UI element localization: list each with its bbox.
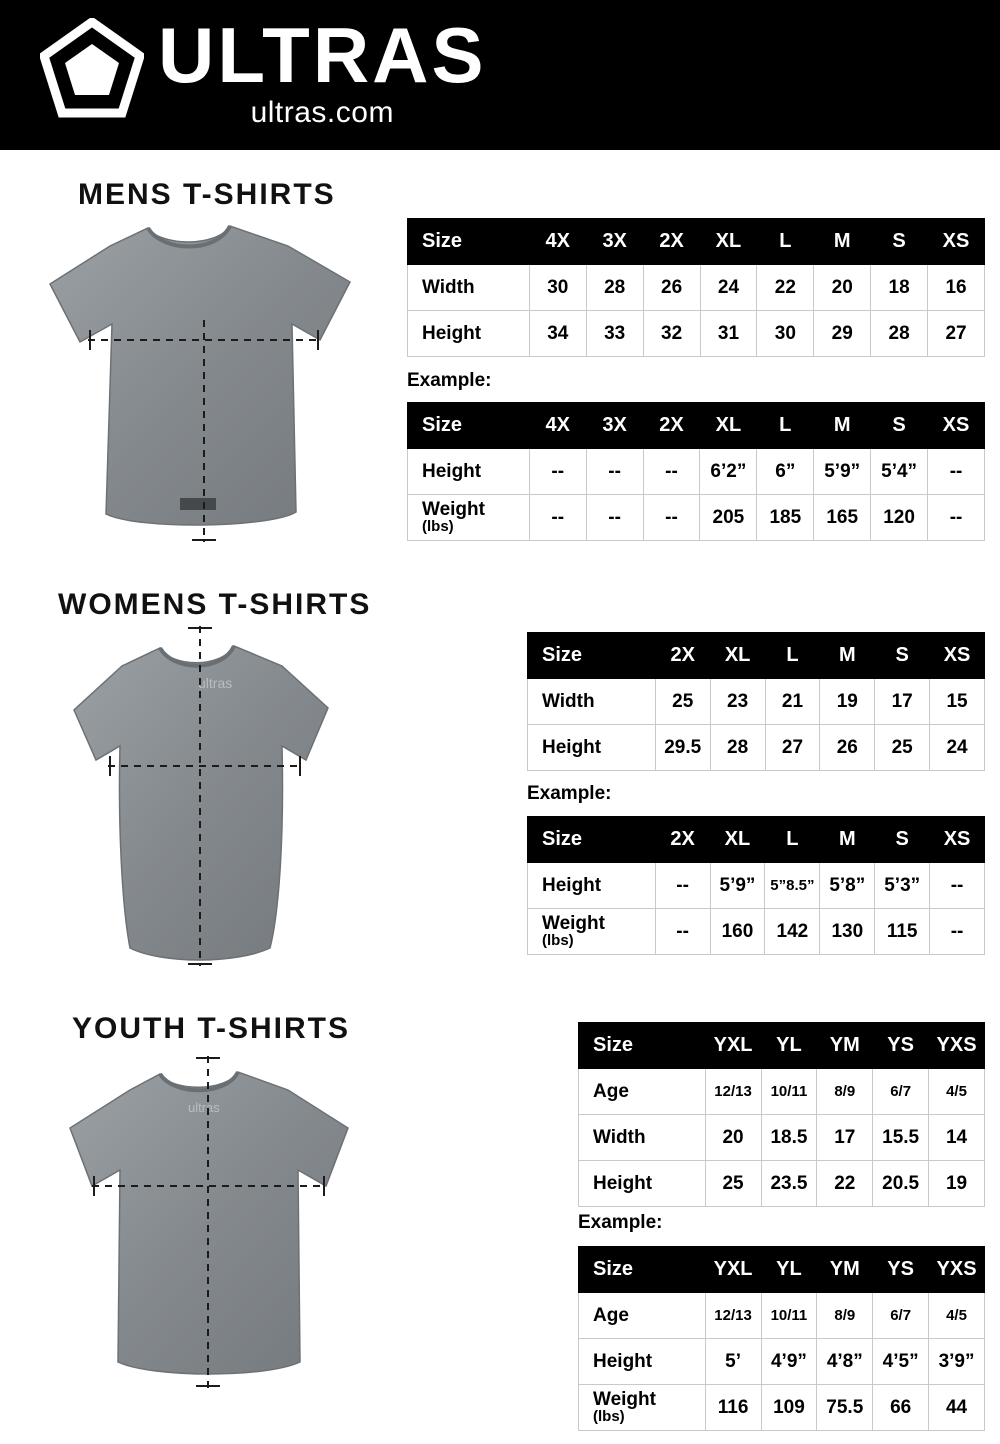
row-label-main: Weight — [422, 499, 485, 520]
col-header: Size — [579, 1247, 706, 1293]
col-header: L — [757, 403, 814, 449]
cell: 31 — [700, 311, 757, 357]
cell: 29.5 — [655, 725, 710, 771]
cell: 28 — [586, 265, 643, 311]
cell: -- — [529, 449, 586, 495]
table-row — [579, 1385, 985, 1431]
table-row — [408, 495, 985, 541]
col-header: Size — [528, 817, 656, 863]
row-label: Height — [579, 1339, 706, 1385]
row-label: Age — [579, 1293, 706, 1339]
cell: 17 — [817, 1115, 873, 1161]
cell: -- — [928, 495, 985, 541]
cell: 26 — [820, 725, 875, 771]
cell: 23.5 — [761, 1161, 817, 1207]
cell: 12/13 — [705, 1293, 761, 1339]
cell: 30 — [529, 265, 586, 311]
mens-example-table — [407, 402, 985, 541]
table-row — [579, 1115, 985, 1161]
col-header: M — [814, 403, 871, 449]
col-header: M — [820, 633, 875, 679]
col-header: 3X — [586, 219, 643, 265]
col-header: 4X — [529, 403, 586, 449]
cell: 19 — [929, 1161, 985, 1207]
cell: -- — [655, 909, 710, 955]
youth-tshirt-illustration — [30, 1040, 380, 1410]
table-header-row — [579, 1023, 985, 1069]
cell: 25 — [705, 1161, 761, 1207]
cell: 6/7 — [873, 1069, 929, 1115]
col-header: Size — [408, 219, 530, 265]
brand-lockup — [40, 11, 487, 129]
cell: 5’9” — [710, 863, 765, 909]
row-label: Height — [408, 449, 530, 495]
table-row — [528, 909, 985, 955]
cell: 4’8” — [817, 1339, 873, 1385]
cell: 26 — [643, 265, 700, 311]
row-label: Height — [408, 311, 530, 357]
cell: 4’9” — [761, 1339, 817, 1385]
col-header: XS — [928, 219, 985, 265]
cell: 14 — [929, 1115, 985, 1161]
table-header-row — [528, 817, 985, 863]
cell: 8/9 — [817, 1293, 873, 1339]
cell: 44 — [929, 1385, 985, 1431]
col-header: YM — [817, 1023, 873, 1069]
cell: 10/11 — [761, 1069, 817, 1115]
cell: 205 — [700, 495, 757, 541]
table-row — [408, 449, 985, 495]
col-header: XL — [710, 817, 765, 863]
col-header: 4X — [529, 219, 586, 265]
cell: 34 — [529, 311, 586, 357]
row-label-unit: (lbs) — [593, 1408, 625, 1425]
cell: 6/7 — [873, 1293, 929, 1339]
cell: 30 — [757, 311, 814, 357]
col-header: YXL — [705, 1023, 761, 1069]
table-row — [408, 311, 985, 357]
page-header — [0, 0, 1000, 150]
table-header-row — [528, 633, 985, 679]
col-header: YXS — [929, 1247, 985, 1293]
womens-example-label: Example: — [527, 783, 612, 804]
table-row — [579, 1161, 985, 1207]
col-header: XL — [700, 219, 757, 265]
col-header: S — [875, 633, 930, 679]
row-label: Height — [528, 725, 656, 771]
section-title-womens: WOMENS T-SHIRTS — [58, 588, 372, 621]
cell: 32 — [643, 311, 700, 357]
table-row — [528, 863, 985, 909]
section-title-youth: YOUTH T-SHIRTS — [72, 1012, 351, 1045]
cell: 5”8.5” — [765, 863, 820, 909]
cell: 25 — [875, 725, 930, 771]
row-label — [528, 909, 656, 955]
cell: 115 — [875, 909, 930, 955]
row-label: Width — [408, 265, 530, 311]
col-header: 2X — [643, 219, 700, 265]
section-title-mens: MENS T-SHIRTS — [78, 178, 336, 211]
cell: 6” — [757, 449, 814, 495]
womens-size-table — [527, 632, 985, 771]
col-header: Size — [528, 633, 656, 679]
col-header: Size — [408, 403, 530, 449]
table-row — [528, 679, 985, 725]
col-header: S — [871, 403, 928, 449]
cell: 15 — [930, 679, 985, 725]
cell: 22 — [817, 1161, 873, 1207]
col-header: M — [820, 817, 875, 863]
cell: 5’3” — [875, 863, 930, 909]
cell: -- — [529, 495, 586, 541]
col-header: 2X — [655, 817, 710, 863]
cell: -- — [930, 863, 985, 909]
cell: 165 — [814, 495, 871, 541]
col-header: 2X — [643, 403, 700, 449]
svg-text:ultras: ultras — [188, 1100, 220, 1115]
cell: 75.5 — [817, 1385, 873, 1431]
col-header: S — [875, 817, 930, 863]
row-label: Height — [579, 1161, 706, 1207]
col-header: YL — [761, 1023, 817, 1069]
mens-size-table-head — [408, 219, 985, 265]
cell: -- — [586, 449, 643, 495]
table-row — [579, 1339, 985, 1385]
cell: 27 — [928, 311, 985, 357]
cell: 160 — [710, 909, 765, 955]
youth-example-table — [578, 1246, 985, 1431]
cell: 20 — [814, 265, 871, 311]
cell: 33 — [586, 311, 643, 357]
col-header: XS — [928, 403, 985, 449]
row-label: Width — [528, 679, 656, 725]
cell: 3’9” — [929, 1339, 985, 1385]
col-header: YM — [817, 1247, 873, 1293]
brand-text-block — [158, 11, 487, 129]
cell: 5’4” — [871, 449, 928, 495]
col-header: YXS — [929, 1023, 985, 1069]
cell: 18.5 — [761, 1115, 817, 1161]
cell: -- — [643, 495, 700, 541]
cell: 20 — [705, 1115, 761, 1161]
cell: 130 — [820, 909, 875, 955]
cell: -- — [655, 863, 710, 909]
col-header: S — [871, 219, 928, 265]
table-row — [579, 1293, 985, 1339]
col-header: L — [765, 633, 820, 679]
svg-text:ultras: ultras — [198, 675, 233, 691]
table-row — [408, 265, 985, 311]
youth-size-table — [578, 1022, 985, 1207]
col-header: L — [757, 219, 814, 265]
cell: 24 — [930, 725, 985, 771]
row-label: Width — [579, 1115, 706, 1161]
col-header: M — [814, 219, 871, 265]
col-header: Size — [579, 1023, 706, 1069]
col-header: 3X — [586, 403, 643, 449]
table-row — [579, 1069, 985, 1115]
table-header-row — [579, 1247, 985, 1293]
cell: 12/13 — [705, 1069, 761, 1115]
mens-size-table — [407, 218, 985, 357]
cell: 19 — [820, 679, 875, 725]
cell: 15.5 — [873, 1115, 929, 1161]
row-label-main: Weight — [542, 913, 605, 934]
table-row — [528, 725, 985, 771]
cell: 5’9” — [814, 449, 871, 495]
col-header: L — [765, 817, 820, 863]
cell: 5’8” — [820, 863, 875, 909]
cell: 18 — [871, 265, 928, 311]
womens-tshirt-illustration — [30, 618, 380, 988]
cell: -- — [643, 449, 700, 495]
cell: 17 — [875, 679, 930, 725]
cell: 21 — [765, 679, 820, 725]
cell: 8/9 — [817, 1069, 873, 1115]
cell: 142 — [765, 909, 820, 955]
col-header: YS — [873, 1247, 929, 1293]
womens-example-table — [527, 816, 985, 955]
mens-example-label: Example: — [407, 370, 492, 391]
cell: 23 — [710, 679, 765, 725]
brand-domain: ultras.com — [250, 96, 394, 129]
cell: -- — [930, 909, 985, 955]
col-header: XL — [700, 403, 757, 449]
cell: 16 — [928, 265, 985, 311]
cell: 10/11 — [761, 1293, 817, 1339]
cell: -- — [586, 495, 643, 541]
cell: 28 — [871, 311, 928, 357]
youth-example-label: Example: — [578, 1212, 663, 1233]
cell: 28 — [710, 725, 765, 771]
cell: 4/5 — [929, 1293, 985, 1339]
cell: 22 — [757, 265, 814, 311]
cell: 4’5” — [873, 1339, 929, 1385]
row-label-main: Weight — [593, 1389, 656, 1410]
col-header: XS — [930, 817, 985, 863]
pentagon-logo-icon — [40, 18, 144, 122]
cell: -- — [928, 449, 985, 495]
cell: 20.5 — [873, 1161, 929, 1207]
cell: 185 — [757, 495, 814, 541]
cell: 29 — [814, 311, 871, 357]
cell: 120 — [871, 495, 928, 541]
table-header-row — [408, 403, 985, 449]
col-header: XL — [710, 633, 765, 679]
cell: 5’ — [705, 1339, 761, 1385]
row-label-unit: (lbs) — [422, 518, 454, 535]
table-header-row — [408, 219, 985, 265]
row-label: Height — [528, 863, 656, 909]
row-label-unit: (lbs) — [542, 932, 574, 949]
cell: 24 — [700, 265, 757, 311]
cell: 6’2” — [700, 449, 757, 495]
col-header: YL — [761, 1247, 817, 1293]
row-label — [579, 1385, 706, 1431]
col-header: XS — [930, 633, 985, 679]
row-label — [408, 495, 530, 541]
cell: 116 — [705, 1385, 761, 1431]
brand-title: ULTRAS — [158, 11, 487, 99]
col-header: YS — [873, 1023, 929, 1069]
cell: 27 — [765, 725, 820, 771]
col-header: YXL — [705, 1247, 761, 1293]
cell: 25 — [655, 679, 710, 725]
cell: 4/5 — [929, 1069, 985, 1115]
row-label: Age — [579, 1069, 706, 1115]
cell: 109 — [761, 1385, 817, 1431]
col-header: 2X — [655, 633, 710, 679]
mens-tshirt-illustration — [20, 212, 390, 562]
cell: 66 — [873, 1385, 929, 1431]
